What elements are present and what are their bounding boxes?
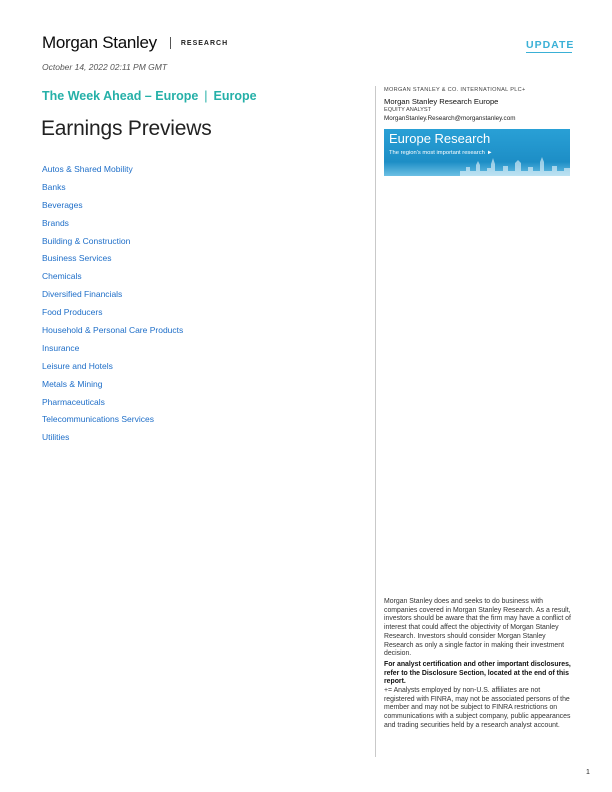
sector-link[interactable]: Telecommunications Services: [42, 414, 154, 425]
publish-date: October 14, 2022 02:11 PM GMT: [42, 62, 168, 72]
sector-link[interactable]: Building & Construction: [42, 235, 131, 246]
update-badge: UPDATE: [526, 39, 575, 51]
sector-link[interactable]: Utilities: [42, 432, 70, 443]
sector-link[interactable]: Diversified Financials: [42, 289, 123, 300]
sector-link[interactable]: Insurance: [42, 342, 80, 353]
banner-subtitle-text: The region's most important research: [389, 150, 485, 156]
city-skyline-icon: [460, 156, 570, 176]
column-divider: [375, 86, 376, 757]
banner-title: Europe Research: [389, 131, 491, 146]
sector-link[interactable]: Household & Personal Care Products: [42, 325, 184, 336]
sector-link[interactable]: Food Producers: [42, 307, 103, 318]
sector-link[interactable]: Brands: [42, 217, 69, 228]
brand-header: [42, 33, 228, 53]
sector-link[interactable]: Metals & Mining: [42, 378, 103, 389]
sector-link[interactable]: Beverages: [42, 199, 83, 210]
series-region: Europe: [213, 89, 257, 103]
disclosure-finra-note: += Analysts employed by non-U.S. affiliates are not registered with FINRA, may not be associated persons of the member and may not be subject to FINRA restrictions on communications with a subject company, public appearances and trading securities held by a research analyst account.: [384, 687, 571, 729]
sector-link[interactable]: Autos & Shared Mobility: [42, 164, 133, 174]
analyst-name: Morgan Stanley Research Europe: [384, 97, 499, 106]
disclosure-paragraph: Morgan Stanley does and seeks to do business with companies covered in Morgan Stanley Research. As a result, investors should be aware that the firm may have a conflict of interest that could affect the objectivity of Morgan Stanley Research. Investors should consider Morgan Stanley Research as only a single factor in making their investment decision.: [384, 598, 571, 658]
report-title: Earnings Previews: [41, 117, 212, 140]
sector-list: [42, 164, 183, 450]
page-number: 1: [586, 769, 590, 776]
analyst-role: EQUITY ANALYST: [384, 107, 432, 113]
brand-logo: Morgan Stanley: [42, 33, 157, 52]
disclosure-certification-note: For analyst certification and other important disclosures, refer to the Disclosure Section, located at the end of this report.: [384, 660, 571, 686]
brand-section: RESEARCH: [180, 39, 229, 47]
analyst-entity: MORGAN STANLEY & CO. INTERNATIONAL PLC+: [384, 87, 526, 93]
sector-link[interactable]: Chemicals: [42, 271, 82, 282]
disclosure-text: [384, 598, 571, 731]
sector-link[interactable]: Banks: [42, 181, 66, 192]
series-separator: |: [204, 89, 208, 103]
sector-link[interactable]: Pharmaceuticals: [42, 396, 105, 407]
brand-divider: [170, 37, 171, 49]
arrow-right-icon: ►: [486, 150, 493, 156]
analyst-email[interactable]: MorganStanley.Research@morganstanley.com: [384, 115, 516, 122]
series-name: The Week Ahead – Europe: [42, 89, 199, 103]
series-title: [42, 89, 257, 103]
update-underline: [526, 52, 572, 53]
europe-research-banner[interactable]: [384, 129, 570, 176]
sector-link[interactable]: Business Services: [42, 253, 112, 264]
sector-link[interactable]: Leisure and Hotels: [42, 360, 113, 371]
